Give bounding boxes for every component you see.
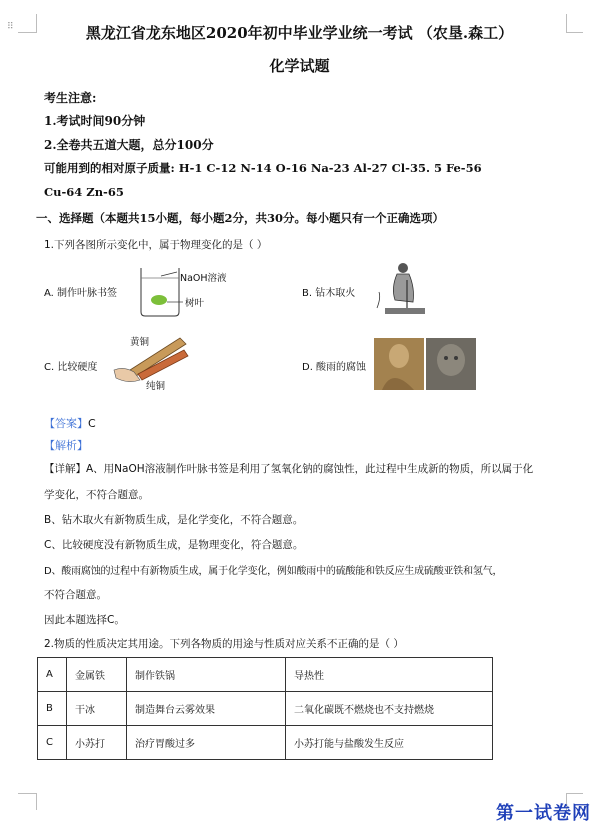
question-2-stem: 2.物质的性质决定其用途。下列各物质的用途与性质对应关系不正确的是（ ）	[44, 638, 404, 650]
option-c-label: C. 比较硬度	[44, 362, 98, 373]
page-title: 黑龙江省龙东地区2020年初中毕业学业统一考试 （农垦.森工）	[85, 24, 514, 42]
table-row	[38, 692, 493, 726]
table-cell: 导热性	[286, 658, 493, 692]
question-2-table	[37, 657, 493, 760]
section-heading: 一、选择题（本题共15小题，每小题2分，共30分。每小题只有一个正确选项）	[36, 211, 445, 225]
table-cell: A	[38, 658, 67, 692]
detail-d-text-1: D、酸雨腐蚀的过程中有新物质生成，属于化学变化，例如酸雨中的硫酸能和铁反应生成硫酸亚铁和氢气，	[44, 566, 503, 577]
detail-d-text-2: 不符合题意。	[44, 589, 107, 601]
beaker-figure	[135, 264, 235, 320]
detail-line-a1	[44, 461, 533, 476]
analysis-tag: 【解析】	[44, 439, 88, 452]
table-cell: 治疗胃酸过多	[127, 726, 286, 760]
answer-line	[44, 412, 96, 431]
table-cell: 二氧化碳既不燃烧也不支持燃烧	[286, 692, 493, 726]
notice-item-2: 2.全卷共五道大题，总分100分	[44, 138, 214, 152]
notice-heading: 考生注意:	[44, 91, 97, 105]
table-cell: C	[38, 726, 67, 760]
page-subtitle: 化学试题	[269, 57, 330, 75]
table-cell: 小苏打	[67, 726, 127, 760]
answer-value: C	[88, 417, 96, 430]
table-cell: 制作铁锅	[127, 658, 286, 692]
detail-a-text-2: 学变化，不符合题意。	[44, 489, 149, 501]
crop-mark-bottom-left	[18, 793, 37, 810]
table-cell: 小苏打能与盐酸发生反应	[286, 726, 493, 760]
atomic-masses-line-2: Cu-64 Zn-65	[44, 185, 124, 199]
option-a-label: A. 制作叶脉书签	[44, 288, 118, 299]
table-cell: B	[38, 692, 67, 726]
leaf-label: 树叶	[185, 298, 205, 309]
brass-label: 黄铜	[130, 337, 150, 348]
detail-b-text: B、钻木取火有新物质生成，是化学变化，不符合题意。	[44, 514, 304, 526]
drilling-fire-image	[373, 258, 433, 320]
table-row	[38, 658, 493, 692]
acid-rain-image	[374, 338, 476, 390]
answer-tag: 【答案】	[44, 417, 88, 430]
watermark-logo: 第一试卷网	[496, 803, 591, 824]
copper-label: 纯铜	[146, 381, 166, 392]
acid-rain-figure	[374, 338, 476, 390]
table-cell: 干冰	[67, 692, 127, 726]
detail-tag: 【详解】	[44, 463, 86, 475]
option-d-label: D. 酸雨的腐蚀	[302, 362, 367, 373]
atomic-masses-line-1: 可能用到的相对原子质量: H-1 C-12 N-14 O-16 Na-23 Al-27 Cl-35. 5 Fe-56	[44, 161, 482, 175]
drag-handle-icon[interactable]: ⠿	[7, 22, 14, 32]
option-b-label: B. 钻木取火	[302, 288, 356, 299]
question-1-stem: 1.下列各图所示变化中，属于物理变化的是（ ）	[44, 239, 268, 251]
notice-item-1: 1.考试时间90分钟	[44, 114, 146, 128]
drilling-fire-figure	[373, 258, 433, 320]
table-cell: 金属铁	[67, 658, 127, 692]
conclusion-text: 因此本题选择C。	[44, 614, 125, 626]
detail-c-text: C、比较硬度没有新物质生成，是物理变化，符合题意。	[44, 539, 304, 551]
detail-a-text-1: A、用NaOH溶液制作叶脉书签是利用了氢氧化钠的腐蚀性，此过程中生成新的物质，所以属于化	[86, 463, 534, 475]
table-row	[38, 726, 493, 760]
hardness-figure	[110, 330, 200, 392]
table-cell: 制造舞台云雾效果	[127, 692, 286, 726]
naoh-label: NaOH溶液	[180, 273, 227, 284]
